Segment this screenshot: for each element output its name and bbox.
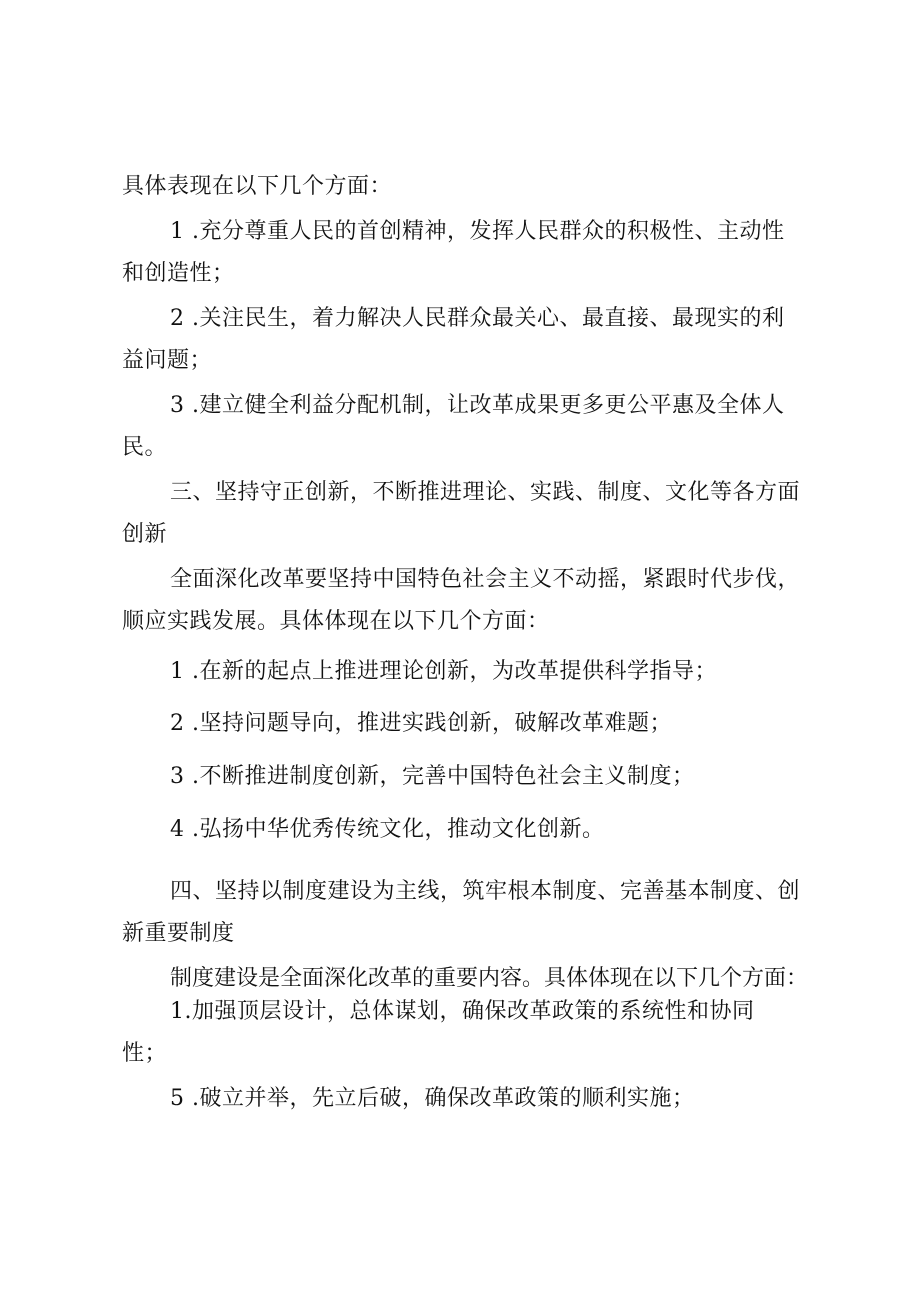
paragraph-line: 顺应实践发展。具体体现在以下几个方面：	[122, 609, 550, 634]
section-heading-line: 三、坚持守正创新，不断推进理论、实践、制度、文化等各方面	[170, 480, 801, 505]
list-item-line: 4 .弘扬中华优秀传统文化，推动文化创新。	[170, 817, 605, 842]
list-item-line: 1 .在新的起点上推进理论创新，为改革提供科学指导；	[170, 659, 717, 684]
text-line: 具体表现在以下几个方面：	[122, 174, 393, 199]
list-item-line: 2 .关注民生，着力解决人民群众最关心、最直接、最现实的利	[170, 306, 785, 331]
text-line: 性；	[122, 1041, 168, 1066]
list-item-line: 3 .建立健全利益分配机制，让改革成果更多更公平惠及全体人	[170, 393, 785, 418]
list-item-line: 1 .充分尊重人民的首创精神，发挥人民群众的积极性、主动性	[170, 219, 785, 244]
list-item-line: 3 .不断推进制度创新，完善中国特色社会主义制度；	[170, 764, 695, 789]
text-line: 和创造性；	[122, 261, 235, 286]
text-line: 益问题；	[122, 348, 213, 373]
list-item-line: 1.加强顶层设计，总体谋划，确保改革政策的系统性和协同	[170, 999, 755, 1024]
list-item-line: 2 .坚持问题导向，推进实践创新，破解改革难题；	[170, 711, 672, 736]
section-heading-line: 四、坚持以制度建设为主线，筑牢根本制度、完善基本制度、创	[170, 879, 801, 904]
list-item-line: 5 .破立并举，先立后破，确保改革政策的顺利实施；	[170, 1086, 695, 1111]
paragraph-line: 全面深化改革要坚持中国特色社会主义不动摇，紧跟时代步伐，	[170, 567, 801, 592]
section-heading-line: 新重要制度	[122, 921, 235, 946]
text-line: 民。	[122, 435, 168, 460]
section-heading-line: 创新	[122, 522, 168, 547]
paragraph-line: 制度建设是全面深化改革的重要内容。具体体现在以下几个方面：	[170, 966, 809, 991]
